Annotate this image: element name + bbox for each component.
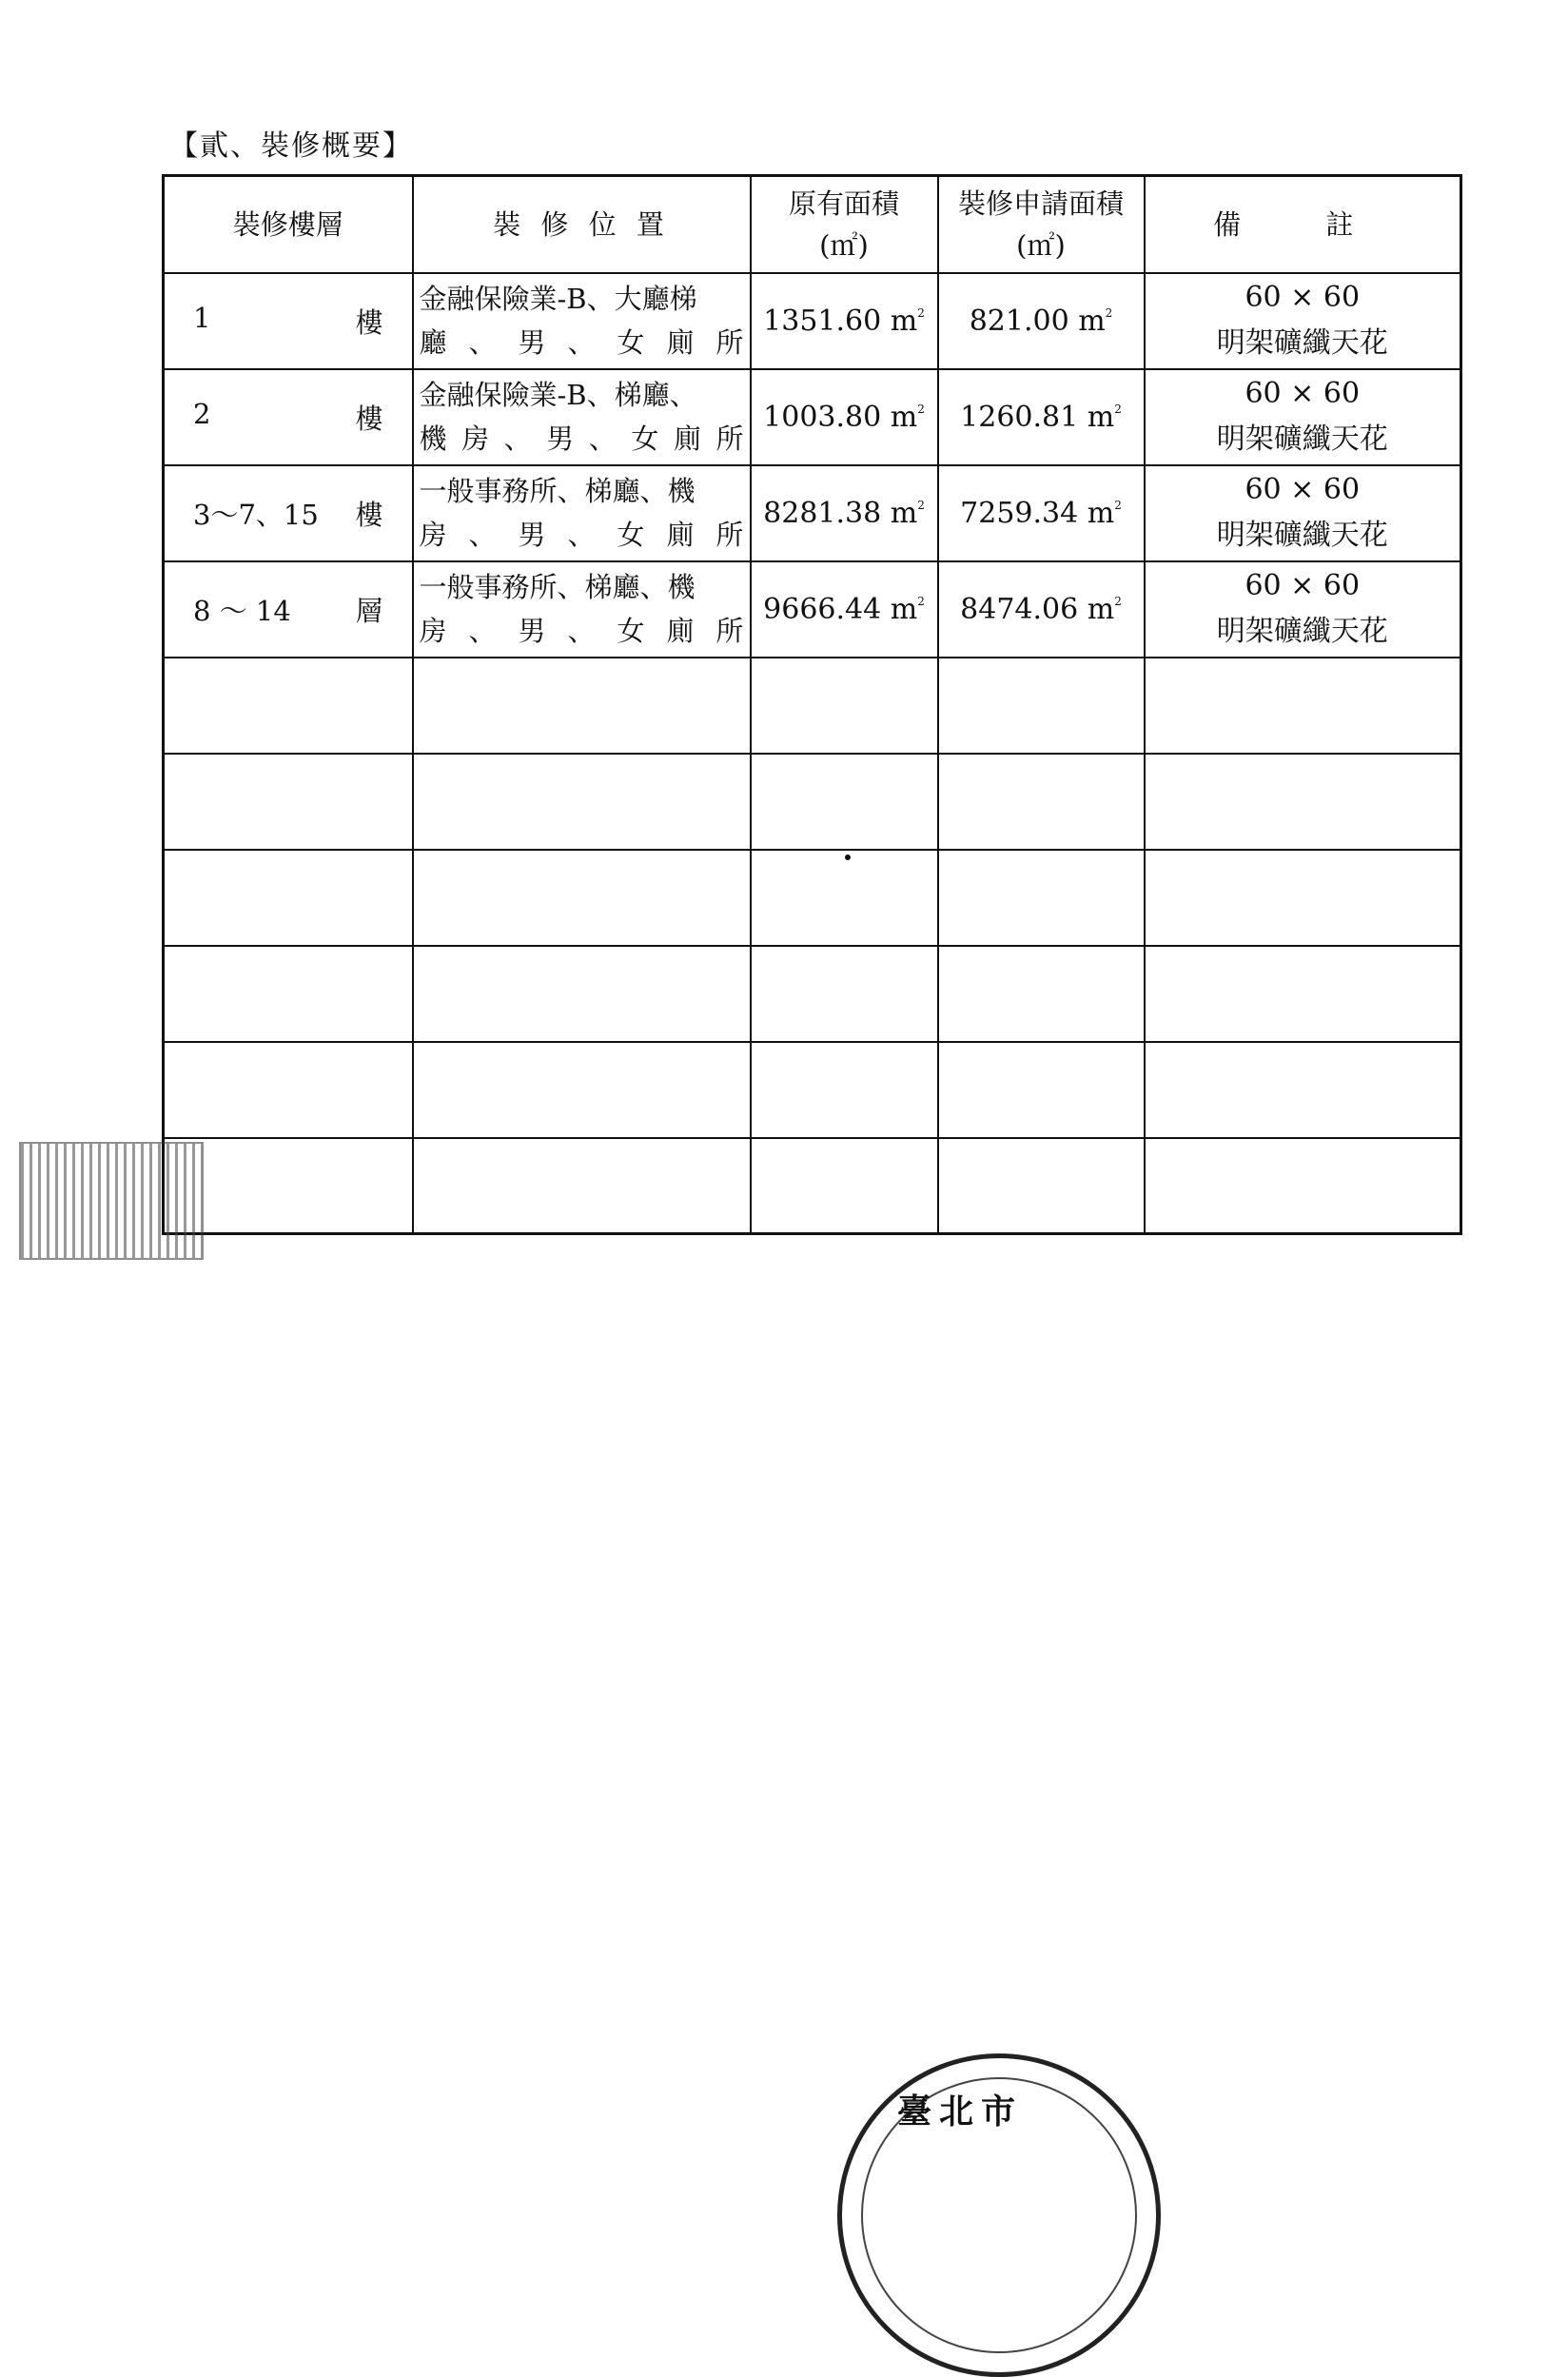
area-superscript: 2 <box>917 594 925 608</box>
remark-cell <box>1145 465 1461 561</box>
area-superscript: 2 <box>1114 498 1122 512</box>
location-line-1: 金融保險業-B、梯廳、 <box>419 379 697 411</box>
floor-cell <box>164 369 413 465</box>
floor-cell <box>164 465 413 561</box>
table-header-row <box>164 176 1461 273</box>
empty-cell <box>938 946 1145 1042</box>
floor-number: 2 <box>193 397 211 430</box>
bottom-seal-text: 臺北市 <box>897 2092 1024 2131</box>
empty-table-row <box>164 946 1461 1042</box>
empty-cell <box>751 1138 938 1234</box>
remark-size: 60 × 60 <box>1245 473 1361 506</box>
location-char: 所 <box>715 519 744 551</box>
area-superscript: 2 <box>917 305 925 320</box>
location-cell <box>413 369 751 465</box>
header-original-area-label: 原有面積 <box>788 187 899 220</box>
remark-cell <box>1145 369 1461 465</box>
location-cell <box>413 465 751 561</box>
floor-text <box>193 302 383 341</box>
bottom-seal-stamp <box>837 2053 1161 2377</box>
scan-dot <box>845 855 851 860</box>
empty-cell <box>413 1042 751 1138</box>
location-char: 男 <box>518 519 546 551</box>
original-area-cell <box>751 465 938 561</box>
location-char: 房 <box>419 615 447 647</box>
empty-cell <box>938 658 1145 754</box>
location-char: 所 <box>715 615 744 647</box>
original-area-value: 1003.80 m <box>763 400 918 434</box>
applied-area-cell <box>938 465 1145 561</box>
empty-cell <box>413 1138 751 1234</box>
floor-unit: 樓 <box>355 498 383 531</box>
empty-cell <box>164 658 413 754</box>
floor-text <box>193 590 383 629</box>
empty-table-row <box>164 1138 1461 1234</box>
remark-size: 60 × 60 <box>1245 569 1361 602</box>
original-area-cell <box>751 561 938 658</box>
location-char: 、 <box>468 615 497 647</box>
location-char: 、 <box>468 519 497 551</box>
empty-cell <box>751 946 938 1042</box>
location-char: 男 <box>518 326 546 359</box>
floor-cell <box>164 561 413 658</box>
applied-area-value: 7259.34 m <box>960 496 1115 530</box>
location-line-1: 一般事務所、梯廳、機 <box>419 571 696 603</box>
empty-table-row <box>164 850 1461 946</box>
empty-cell <box>164 850 413 946</box>
empty-cell <box>1145 1042 1461 1138</box>
side-seal-stamp <box>19 1142 204 1260</box>
empty-cell <box>938 850 1145 946</box>
empty-cell <box>164 1042 413 1138</box>
header-floor: 裝修樓層 <box>164 176 413 273</box>
header-original-area <box>751 176 938 273</box>
location-char: 、 <box>588 422 617 455</box>
remark-size: 60 × 60 <box>1245 377 1361 410</box>
floor-unit: 樓 <box>355 305 383 339</box>
empty-cell <box>413 754 751 850</box>
empty-cell <box>1145 946 1461 1042</box>
location-char: 所 <box>715 326 744 359</box>
empty-cell <box>164 754 413 850</box>
location-char: 、 <box>567 519 596 551</box>
table-row <box>164 465 1461 561</box>
floor-unit: 層 <box>355 594 383 627</box>
location-cell <box>413 273 751 369</box>
location-line-2 <box>420 417 744 461</box>
empty-cell <box>938 754 1145 850</box>
empty-cell <box>938 1138 1145 1234</box>
header-location: 裝 修 位 置 <box>413 176 751 273</box>
remark-ceiling: 明架礦纖天花 <box>1216 422 1388 456</box>
section-heading: 【貳、裝修概要】 <box>169 129 413 163</box>
floor-unit: 樓 <box>355 402 383 435</box>
floor-number: 8 ～ 14 <box>193 594 291 627</box>
empty-cell <box>751 754 938 850</box>
location-char: 、 <box>567 615 596 647</box>
floor-number: 1 <box>193 301 211 334</box>
header-applied-area-label: 裝修申請面積 <box>957 187 1124 220</box>
location-char: 廁 <box>673 422 701 455</box>
original-area-value: 9666.44 m <box>763 592 918 626</box>
remark-ceiling: 明架礦纖天花 <box>1216 519 1388 552</box>
original-area-cell <box>751 273 938 369</box>
empty-cell <box>751 1042 938 1138</box>
location-char: 女 <box>617 519 645 551</box>
location-char: 、 <box>468 326 497 359</box>
applied-area-cell <box>938 369 1145 465</box>
header-remark: 備 註 <box>1145 176 1461 273</box>
location-char: 女 <box>617 326 645 359</box>
empty-cell <box>413 658 751 754</box>
remark-ceiling: 明架礦纖天花 <box>1216 326 1388 360</box>
empty-cell <box>413 850 751 946</box>
location-char: 廁 <box>666 519 695 551</box>
location-char: 廁 <box>666 326 695 359</box>
table-body <box>164 273 1461 1234</box>
empty-cell <box>164 946 413 1042</box>
original-area-value: 8281.38 m <box>763 496 918 530</box>
table-row <box>164 369 1461 465</box>
location-char: 房 <box>419 519 447 551</box>
location-char: 廁 <box>666 615 695 647</box>
floor-text <box>193 494 383 533</box>
applied-area-value: 8474.06 m <box>960 592 1115 626</box>
remark-size: 60 × 60 <box>1245 281 1361 314</box>
floor-number: 3～7、15 <box>193 498 319 531</box>
location-line-1: 一般事務所、梯廳、機 <box>419 475 696 507</box>
location-char: 所 <box>715 422 744 455</box>
area-superscript: 2 <box>1114 594 1122 608</box>
applied-area-cell <box>938 561 1145 658</box>
remark-cell <box>1145 273 1461 369</box>
location-line-1: 金融保險業-B、大廳梯 <box>419 283 697 315</box>
empty-cell <box>1145 658 1461 754</box>
area-superscript: 2 <box>917 402 925 416</box>
empty-cell <box>413 946 751 1042</box>
empty-cell <box>751 658 938 754</box>
empty-cell <box>1145 850 1461 946</box>
floor-text <box>193 398 383 437</box>
empty-cell <box>751 850 938 946</box>
area-superscript: 2 <box>1105 305 1113 320</box>
empty-cell <box>1145 754 1461 850</box>
location-char: 男 <box>518 615 546 647</box>
location-char: 、 <box>567 326 596 359</box>
header-original-area-unit: (㎡) <box>819 228 869 262</box>
empty-table-row <box>164 754 1461 850</box>
location-line-2 <box>420 513 744 557</box>
table-row <box>164 561 1461 658</box>
empty-table-row <box>164 658 1461 754</box>
floor-cell <box>164 273 413 369</box>
remark-ceiling: 明架礦纖天花 <box>1216 615 1388 648</box>
applied-area-value: 821.00 m <box>969 304 1106 338</box>
location-cell <box>413 561 751 658</box>
applied-area-value: 1260.81 m <box>960 400 1115 434</box>
location-char: 男 <box>546 422 575 455</box>
renovation-summary-table <box>162 174 1462 1235</box>
location-char: 女 <box>631 422 659 455</box>
applied-area-cell <box>938 273 1145 369</box>
location-char: 女 <box>617 615 645 647</box>
header-applied-area-unit: (㎡) <box>1016 228 1066 262</box>
empty-cell <box>938 1042 1145 1138</box>
area-superscript: 2 <box>1114 402 1122 416</box>
empty-table-row <box>164 1042 1461 1138</box>
location-line-2 <box>420 609 744 653</box>
location-char: 房 <box>461 422 490 455</box>
header-applied-area <box>938 176 1145 273</box>
table-row <box>164 273 1461 369</box>
original-area-cell <box>751 369 938 465</box>
empty-cell <box>1145 1138 1461 1234</box>
location-line-2 <box>420 321 744 364</box>
remark-cell <box>1145 561 1461 658</box>
location-char: 、 <box>503 422 532 455</box>
area-superscript: 2 <box>917 498 925 512</box>
location-char: 機 <box>419 422 447 455</box>
location-char: 廳 <box>419 326 447 359</box>
original-area-value: 1351.60 m <box>763 304 918 338</box>
